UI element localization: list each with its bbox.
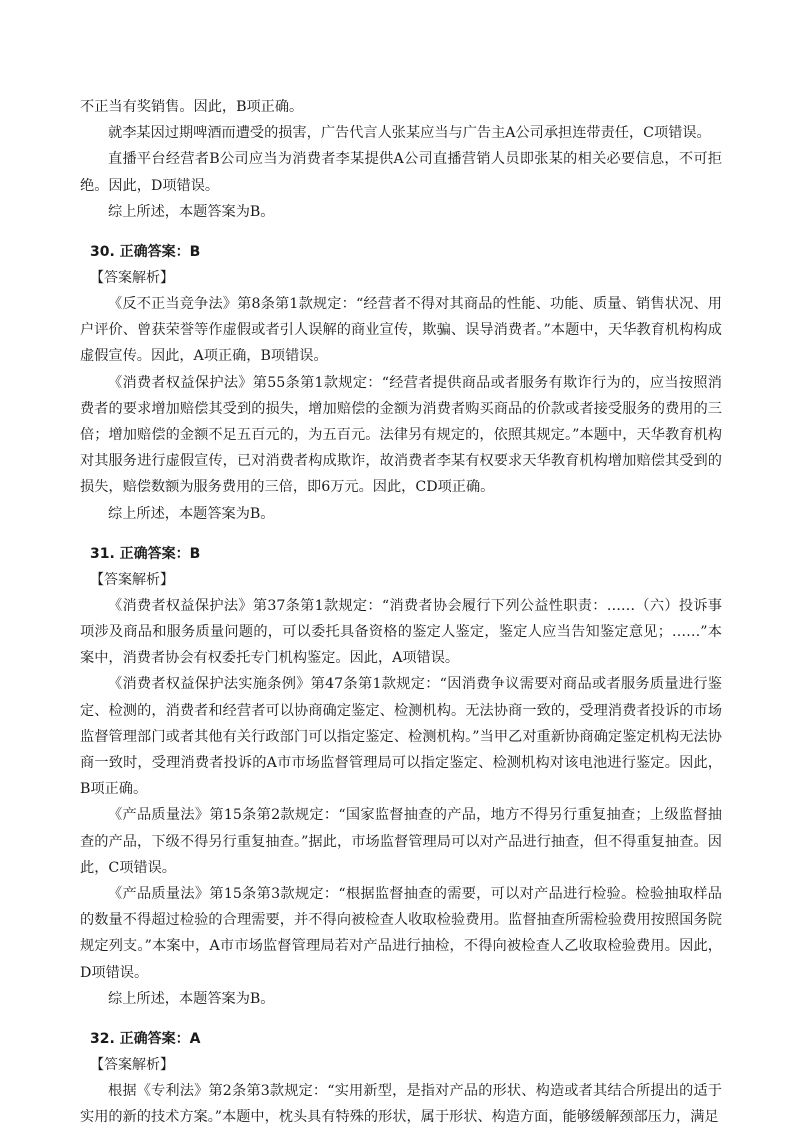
question-32-title: 32. 正确答案：A bbox=[90, 1031, 201, 1048]
paragraph: 综上所述，本题答案为B。 bbox=[108, 203, 275, 220]
analysis-tag: 【答案解析】 bbox=[90, 1057, 174, 1074]
question-32-section bbox=[80, 1026, 722, 1130]
paragraph: 综上所述，本题答案为B。 bbox=[108, 505, 275, 522]
paragraph: 综上所述，本题答案为B。 bbox=[108, 990, 275, 1007]
paragraph: 根据《专利法》第2条第3款规定：“实用新型，是指对产品的形状、构造或者其结合所提出的适于实用的新的技术方案。”本题中，枕头具有特殊的形状，属于形状、构造方面，能够缓解颈部压力，满足 bbox=[80, 1083, 722, 1126]
paragraph: 《消费者权益保护法》第55条第1款规定：“经营者提供商品或者服务有欺诈行为的，应当按照消费者的要求增加赔偿其受到的损失，增加赔偿的金额为消费者购买商品的价款或者接受服务的费用的三倍；增加赔偿的金额不足五百元的，为五百元。法律另有规定的，依照其规定。”本题中，天华教育机构对其服务进行虚假宣传，已对消费者构成欺诈，故消费者李某有权要求天华教育机构增加赔偿其受到的损失，赔偿数额为服务费用的三倍，即6万元。因此，CD项正确。 bbox=[80, 374, 722, 496]
continuation-section bbox=[80, 94, 722, 225]
paragraph: 直播平台经营者B公司应当为消费者李某提供A公司直播营销人员即张某的相关必要信息，不可拒绝。因此，D项错误。 bbox=[80, 151, 722, 194]
paragraph: 《消费者权益保护法实施条例》第47条第1款规定：“因消费争议需要对商品或者服务质量进行鉴定、检测的，消费者和经营者可以协商确定鉴定、检测机构。无法协商一致的，受理消费者投诉的市场监督管理部门或者其他有关行政部门可以指定鉴定、检测机构。”当甲乙对重新协商确定鉴定机构无法协商一致时，受理消费者投诉的A市市场监督管理局可以指定鉴定、检测机构对该电池进行鉴定。因此，B项正确。 bbox=[80, 676, 722, 798]
paragraph: 不正当有奖销售。因此，B项正确。 bbox=[80, 99, 304, 115]
question-31-section bbox=[80, 541, 722, 1012]
paragraph: 《产品质量法》第15条第2款规定：“国家监督抽查的产品，地方不得另行重复抽查；上级监督抽查的产品，下级不得另行重复抽查。”据此，市场监督管理局可以对产品进行抽查，但不得重复抽查。因此，C项错误。 bbox=[80, 807, 722, 876]
analysis-tag: 【答案解析】 bbox=[90, 270, 174, 287]
question-30-section bbox=[80, 239, 722, 527]
question-30-title: 30. 正确答案：B bbox=[90, 244, 201, 261]
paragraph: 《消费者权益保护法》第37条第1款规定：“消费者协会履行下列公益性职责：……（六）投诉事项涉及商品和服务质量问题的，可以委托具备资格的鉴定人鉴定，鉴定人应当告知鉴定意见；……”本案中，消费者协会有权委托专门机构鉴定。因此，A项错误。 bbox=[80, 597, 722, 667]
question-31-title: 31. 正确答案：B bbox=[90, 545, 201, 562]
paragraph: 《反不正当竞争法》第8条第1款规定：“经营者不得对其商品的性能、功能、质量、销售状况、用户评价、曾获荣誉等作虚假或者引人误解的商业宣传，欺骗、误导消费者。”本题中，天华教育机构构成虚假宣传。因此，A项正确，B项错误。 bbox=[80, 296, 722, 365]
paragraph: 就李某因过期啤酒而遭受的损害，广告代言人张某应当与广告主A公司承担连带责任，C项错误。 bbox=[108, 125, 711, 142]
analysis-tag: 【答案解析】 bbox=[90, 571, 174, 588]
paragraph: 《产品质量法》第15条第3款规定：“根据监督抽查的需要，可以对产品进行检验。检验抽取样品的数量不得超过检验的合理需要，并不得向被检查人收取检验费用。监督抽查所需检验费用按照国务院规定列支。”本案中，A市市场监督管理局若对产品进行抽检，不得向被检查人乙收取检验费用。因此，D项错误。 bbox=[80, 886, 722, 981]
